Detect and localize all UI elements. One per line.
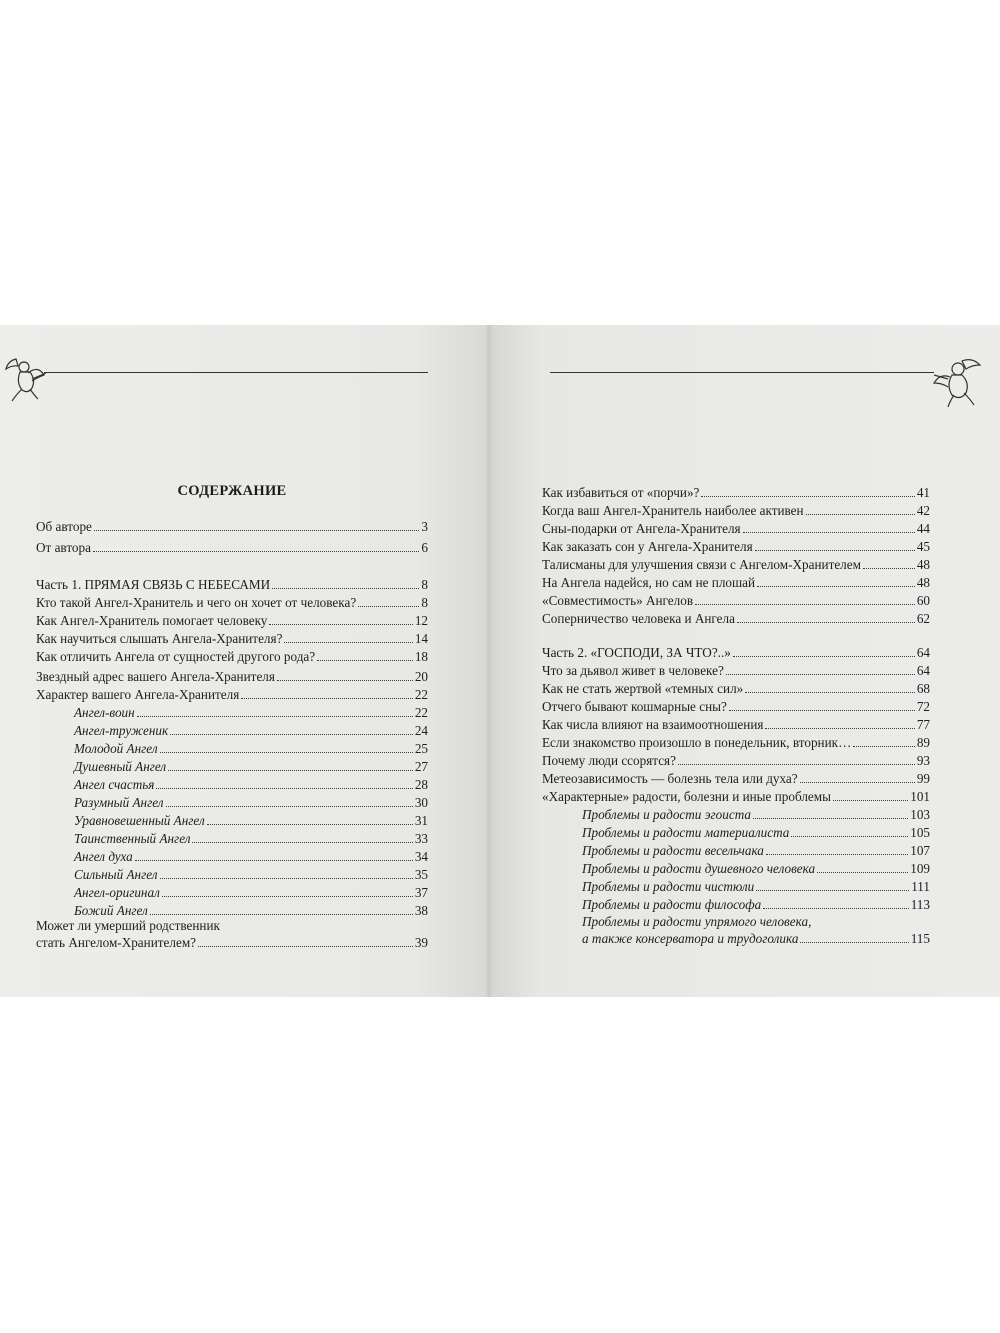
toc-leader-dots bbox=[93, 551, 419, 552]
toc-entry-title: Когда ваш Ангел-Хранитель наиболее активен bbox=[542, 503, 804, 518]
toc-page-number: 105 bbox=[910, 825, 930, 840]
toc-entry-title: Отчего бывают кошмарные сны? bbox=[542, 699, 727, 714]
toc-entry-title-line2: стать Ангелом-Хранителем? bbox=[36, 935, 197, 950]
toc-page-number: 101 bbox=[910, 789, 930, 804]
toc-leader-dots bbox=[160, 878, 413, 879]
toc-entry-title: Проблемы и радости эгоиста bbox=[582, 807, 751, 822]
toc-entry-title: Проблемы и радости чистюли bbox=[582, 879, 755, 894]
toc-page-number: 14 bbox=[414, 631, 428, 646]
toc-entry-title-line2: а также консерватора и трудоголика bbox=[582, 931, 799, 946]
toc-entry bbox=[36, 611, 428, 629]
toc-leader-dots bbox=[756, 890, 909, 891]
toc-entry bbox=[74, 811, 428, 829]
toc-entry-title: От автора bbox=[36, 540, 91, 555]
toc-entry-title: Ангел счастья bbox=[74, 777, 155, 792]
toc-leader-dots bbox=[168, 770, 413, 771]
toc-entry-title: Ангел-труженик bbox=[74, 723, 169, 738]
toc-entry-title: Часть 1. ПРЯМАЯ СВЯЗЬ С НЕБЕСАМИ bbox=[36, 577, 271, 592]
toc-entry-title: Звездный адрес вашего Ангела-Хранителя bbox=[36, 669, 275, 684]
toc-leader-dots bbox=[272, 588, 419, 589]
toc-page-number: 62 bbox=[916, 611, 930, 626]
toc-leader-dots bbox=[701, 496, 914, 497]
toc-leader-dots bbox=[757, 586, 915, 587]
toc-entry-title: Характер вашего Ангела-Хранителя bbox=[36, 687, 240, 702]
toc-page-number: 111 bbox=[911, 879, 930, 894]
toc-entry bbox=[74, 721, 428, 739]
toc-page-number: 34 bbox=[414, 849, 428, 864]
toc-entry-title: Ангел духа bbox=[74, 849, 133, 864]
toc-leader-dots bbox=[853, 746, 915, 747]
toc-leader-dots bbox=[170, 734, 413, 735]
toc-entry bbox=[542, 483, 930, 501]
toc-leader-dots bbox=[733, 656, 915, 657]
toc-page-number: 39 bbox=[414, 935, 428, 950]
toc-leader-dots bbox=[833, 800, 908, 801]
toc-page-number: 8 bbox=[421, 595, 428, 610]
toc-entry bbox=[542, 769, 930, 787]
toc-leader-dots bbox=[135, 860, 413, 861]
toc-entry bbox=[542, 501, 930, 519]
toc-entry bbox=[36, 933, 428, 951]
toc-entry-title-line1: Может ли умерший родственник bbox=[36, 918, 220, 933]
toc-entry bbox=[582, 859, 930, 877]
toc-leader-dots bbox=[800, 782, 915, 783]
toc-entry bbox=[542, 537, 930, 555]
toc-page-number: 3 bbox=[421, 519, 428, 534]
toc-page-number: 30 bbox=[414, 795, 428, 810]
toc-leader-dots bbox=[737, 622, 915, 623]
toc-entry-title: Как научиться слышать Ангела-Хранителя? bbox=[36, 631, 283, 646]
toc-page-number: 12 bbox=[414, 613, 428, 628]
toc-page-number: 103 bbox=[910, 807, 930, 822]
toc-page-number: 24 bbox=[414, 723, 428, 738]
toc-page-number: 68 bbox=[916, 681, 930, 696]
toc-leader-dots bbox=[284, 642, 412, 643]
toc-entry-title: «Совместимость» Ангелов bbox=[542, 593, 694, 608]
toc-page-number: 113 bbox=[910, 897, 930, 912]
toc-entry-title: Что за дьявол живет в человеке? bbox=[542, 663, 724, 678]
toc-leader-dots bbox=[317, 660, 413, 661]
toc-entry-title: Ангел-оригинал bbox=[74, 885, 160, 900]
toc-entry-title: Уравновешенный Ангел bbox=[74, 813, 205, 828]
toc-entry bbox=[36, 517, 428, 535]
toc-entry-title: Кто такой Ангел-Хранитель и чего он хочет от человека? bbox=[36, 595, 357, 610]
toc-entry bbox=[542, 555, 930, 573]
book-spread bbox=[0, 325, 1000, 997]
toc-leader-dots bbox=[755, 550, 915, 551]
toc-entry bbox=[74, 901, 428, 919]
toc-page-number: 109 bbox=[910, 861, 930, 876]
toc-entry bbox=[542, 643, 930, 661]
toc-entry bbox=[542, 751, 930, 769]
toc-entry bbox=[542, 661, 930, 679]
toc-title: СОДЕРЖАНИЕ bbox=[177, 483, 287, 499]
toc-entry bbox=[542, 715, 930, 733]
toc-entry bbox=[74, 847, 428, 865]
toc-leader-dots bbox=[198, 946, 413, 947]
toc-entry bbox=[74, 739, 428, 757]
toc-entry-title: Метеозависимость — болезнь тела или духа? bbox=[542, 771, 798, 786]
toc-leader-dots bbox=[745, 692, 915, 693]
toc-entry bbox=[74, 703, 428, 721]
toc-page-number: 42 bbox=[916, 503, 930, 518]
toc-leader-dots bbox=[791, 836, 908, 837]
toc-leader-dots bbox=[726, 674, 915, 675]
toc-entry bbox=[74, 883, 428, 901]
toc-entry bbox=[74, 865, 428, 883]
toc-page-number: 6 bbox=[421, 540, 428, 555]
toc-leader-dots bbox=[766, 854, 908, 855]
toc-leader-dots bbox=[800, 942, 908, 943]
toc-entry bbox=[74, 757, 428, 775]
toc-entry bbox=[582, 841, 930, 859]
toc-entry-title: Как Ангел-Хранитель помогает человеку bbox=[36, 613, 268, 628]
toc-page-number: 72 bbox=[916, 699, 930, 714]
toc-entry bbox=[542, 573, 930, 591]
right-header-rule bbox=[550, 372, 934, 373]
toc-entry-title: Проблемы и радости весельчака bbox=[582, 843, 764, 858]
toc-entry-title: Талисманы для улучшения связи с Ангелом-Хранителем bbox=[542, 557, 861, 572]
toc-leader-dots bbox=[277, 680, 413, 681]
toc-leader-dots bbox=[695, 604, 915, 605]
toc-entry-title-line1: Проблемы и радости упрямого человека, bbox=[582, 914, 812, 929]
toc-leader-dots bbox=[678, 764, 915, 765]
toc-entry bbox=[542, 787, 930, 805]
toc-page-number: 37 bbox=[414, 885, 428, 900]
toc-leader-dots bbox=[729, 710, 915, 711]
toc-leader-dots bbox=[863, 568, 915, 569]
left-header-rule bbox=[44, 372, 428, 373]
toc-leader-dots bbox=[817, 872, 908, 873]
toc-entry bbox=[582, 823, 930, 841]
toc-leader-dots bbox=[763, 908, 908, 909]
toc-page-number: 33 bbox=[414, 831, 428, 846]
toc-page-number: 48 bbox=[916, 557, 930, 572]
angel-ornament-icon bbox=[932, 353, 988, 409]
toc-page-number: 60 bbox=[916, 593, 930, 608]
toc-entry-title: Проблемы и радости философа bbox=[582, 897, 762, 912]
toc-entry bbox=[36, 667, 428, 685]
toc-page-number: 115 bbox=[910, 931, 930, 946]
toc-entry-title: Сны-подарки от Ангела-Хранителя bbox=[542, 521, 741, 536]
toc-leader-dots bbox=[150, 914, 413, 915]
toc-leader-dots bbox=[358, 606, 419, 607]
toc-entry bbox=[36, 538, 428, 556]
toc-entry-title: «Характерные» радости, болезни и иные проблемы bbox=[542, 789, 831, 804]
toc-entry-title: Почему люди ссорятся? bbox=[542, 753, 676, 768]
toc-page-number: 93 bbox=[916, 753, 930, 768]
toc-page-number: 22 bbox=[414, 705, 428, 720]
toc-entry bbox=[542, 591, 930, 609]
toc-leader-dots bbox=[156, 788, 412, 789]
toc-page-number: 41 bbox=[916, 485, 930, 500]
toc-leader-dots bbox=[753, 818, 908, 819]
toc-page-number: 27 bbox=[414, 759, 428, 774]
toc-entry bbox=[36, 593, 428, 611]
toc-page-number: 28 bbox=[414, 777, 428, 792]
toc-page-number: 31 bbox=[414, 813, 428, 828]
toc-entry-title: Часть 2. «ГОСПОДИ, ЗА ЧТО?..» bbox=[542, 645, 731, 660]
toc-entry-title: Как отличить Ангела от сущностей другого рода? bbox=[36, 649, 316, 664]
toc-page-number: 38 bbox=[414, 903, 428, 918]
toc-entry-title: Молодой Ангел bbox=[74, 741, 158, 756]
toc-entry bbox=[74, 829, 428, 847]
toc-entry-title: На Ангела надейся, но сам не плошай bbox=[542, 575, 756, 590]
toc-entry-title: Сильный Ангел bbox=[74, 867, 158, 882]
toc-page-number: 99 bbox=[916, 771, 930, 786]
toc-entry-title: Как заказать сон у Ангела-Хранителя bbox=[542, 539, 753, 554]
right-page bbox=[492, 325, 1000, 997]
toc-entry bbox=[582, 877, 930, 895]
toc-leader-dots bbox=[765, 728, 914, 729]
toc-entry-title: Как не стать жертвой «темных сил» bbox=[542, 681, 744, 696]
toc-entry bbox=[36, 685, 428, 703]
toc-page-number: 18 bbox=[414, 649, 428, 664]
toc-entry bbox=[542, 697, 930, 715]
toc-entry-title: Ангел-воин bbox=[74, 705, 135, 720]
toc-entry bbox=[542, 519, 930, 537]
toc-entry-title: Как избавиться от «порчи»? bbox=[542, 485, 700, 500]
toc-entry bbox=[542, 733, 930, 751]
toc-entry-title: Об авторе bbox=[36, 519, 92, 534]
toc-entry-title: Как числа влияют на взаимоотношения bbox=[542, 717, 764, 732]
toc-page-number: 44 bbox=[916, 521, 930, 536]
toc-page-number: 64 bbox=[916, 663, 930, 678]
toc-entry bbox=[74, 793, 428, 811]
toc-page-number: 35 bbox=[414, 867, 428, 882]
toc-entry bbox=[36, 647, 428, 665]
toc-leader-dots bbox=[269, 624, 412, 625]
toc-entry-title: Божий Ангел bbox=[74, 903, 148, 918]
toc-leader-dots bbox=[207, 824, 413, 825]
toc-entry bbox=[542, 679, 930, 697]
toc-entry bbox=[36, 575, 428, 593]
toc-leader-dots bbox=[137, 716, 413, 717]
toc-page-number: 77 bbox=[916, 717, 930, 732]
toc-leader-dots bbox=[94, 530, 419, 531]
toc-entry bbox=[582, 805, 930, 823]
toc-entry bbox=[582, 929, 930, 947]
toc-entry bbox=[36, 629, 428, 647]
toc-leader-dots bbox=[241, 698, 413, 699]
toc-entry bbox=[542, 609, 930, 627]
toc-page-number: 25 bbox=[414, 741, 428, 756]
toc-entry-title: Проблемы и радости материалиста bbox=[582, 825, 790, 840]
toc-leader-dots bbox=[806, 514, 915, 515]
toc-page-number: 20 bbox=[414, 669, 428, 684]
toc-entry-title: Разумный Ангел bbox=[74, 795, 164, 810]
toc-page-number: 22 bbox=[414, 687, 428, 702]
toc-leader-dots bbox=[166, 806, 413, 807]
toc-page-number: 8 bbox=[421, 577, 428, 592]
angel-ornament-icon bbox=[2, 353, 48, 405]
toc-entry bbox=[74, 775, 428, 793]
toc-entry-title: Душевный Ангел bbox=[74, 759, 167, 774]
toc-leader-dots bbox=[160, 752, 413, 753]
left-page bbox=[0, 325, 488, 997]
toc-leader-dots bbox=[162, 896, 413, 897]
toc-leader-dots bbox=[192, 842, 412, 843]
toc-entry-title: Соперничество человека и Ангела bbox=[542, 611, 735, 626]
toc-entry-title: Таинственный Ангел bbox=[74, 831, 191, 846]
toc-leader-dots bbox=[743, 532, 915, 533]
toc-page-number: 45 bbox=[916, 539, 930, 554]
toc-entry-title: Если знакомство произошло в понедельник, вторник… bbox=[542, 735, 852, 750]
toc-entry-title: Проблемы и радости душевного человека bbox=[582, 861, 816, 876]
toc-page-number: 107 bbox=[910, 843, 930, 858]
toc-entry bbox=[582, 895, 930, 913]
toc-page-number: 64 bbox=[916, 645, 930, 660]
toc-page-number: 89 bbox=[916, 735, 930, 750]
toc-page-number: 48 bbox=[916, 575, 930, 590]
